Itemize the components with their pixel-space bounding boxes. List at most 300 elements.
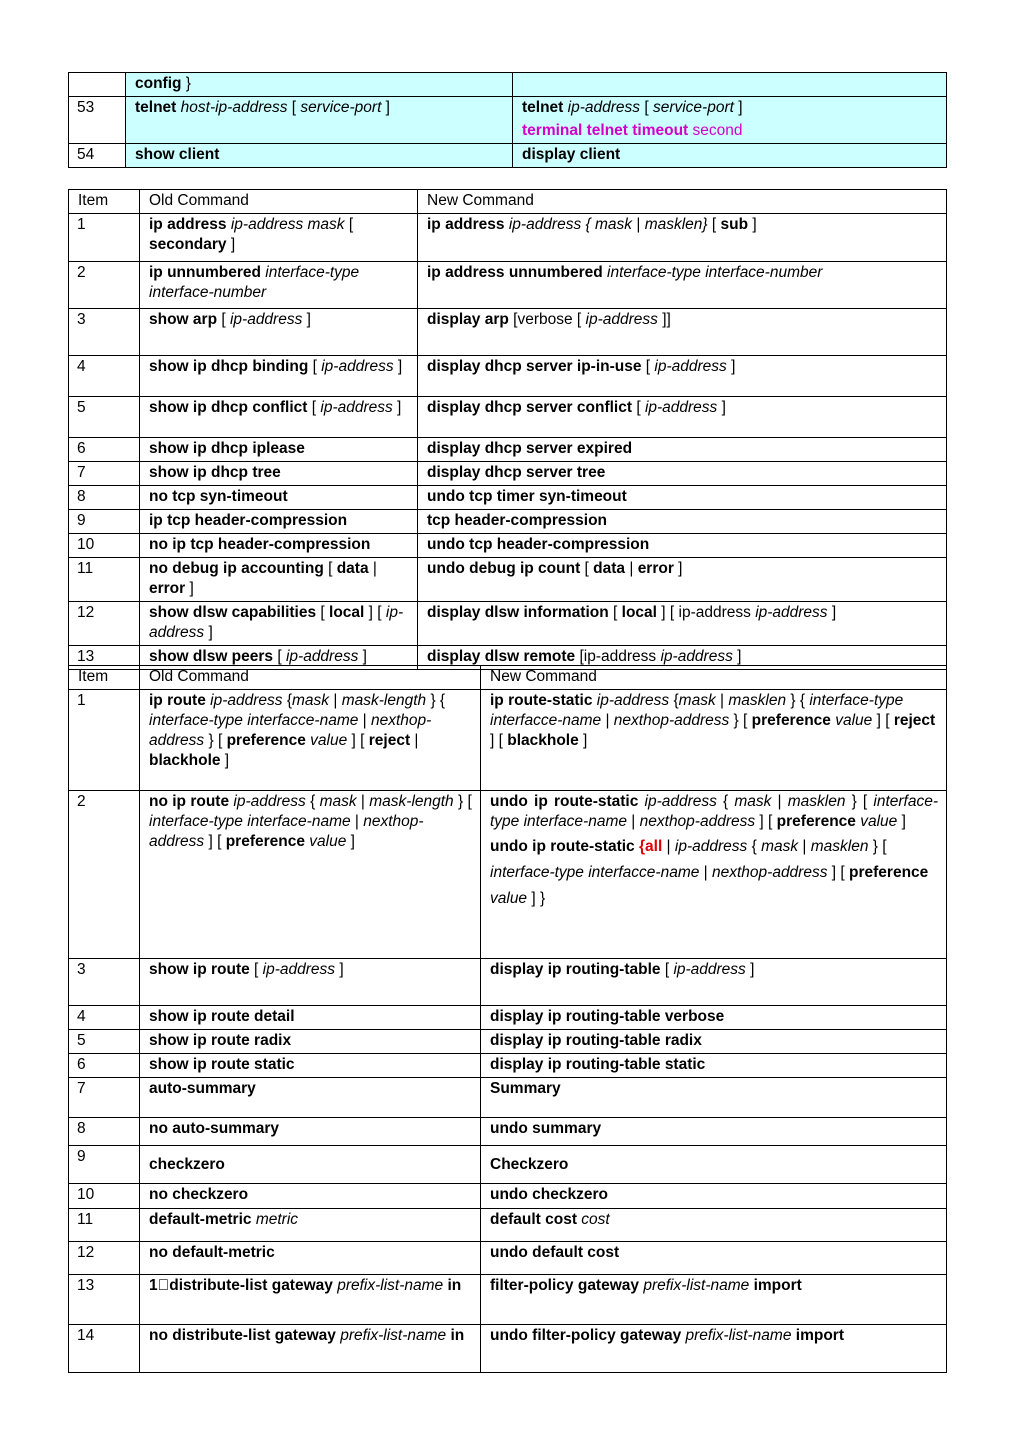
command-token: show client bbox=[135, 146, 220, 163]
command-token: nexthop-address bbox=[639, 813, 756, 830]
command-token: 1 distribute-list gateway bbox=[149, 1277, 326, 1294]
command-token: preference bbox=[849, 864, 929, 881]
command-token: ip-address bbox=[585, 311, 658, 328]
command-token: undo checkzero bbox=[490, 1186, 608, 1203]
command-token: mask bbox=[761, 838, 799, 855]
old-command-cell bbox=[140, 558, 418, 602]
table-row bbox=[69, 438, 947, 462]
command-token: [ bbox=[608, 604, 622, 621]
command-token: ] [ ip-address bbox=[656, 604, 756, 621]
command-token: ] [ bbox=[347, 732, 369, 749]
command-token: error bbox=[149, 580, 186, 597]
new-command-cell bbox=[418, 397, 947, 438]
new-command-cell bbox=[418, 438, 947, 462]
command-token: } [ bbox=[845, 793, 874, 810]
command-token: Checkzero bbox=[490, 1156, 569, 1173]
old-command-cell bbox=[140, 959, 481, 1006]
item-cell: 13 bbox=[69, 646, 140, 670]
command-token: { bbox=[747, 838, 762, 855]
table-row bbox=[69, 1078, 947, 1118]
item-cell: 7 bbox=[69, 462, 140, 486]
command-token: ip-address bbox=[596, 692, 670, 709]
command-token: ip-address bbox=[210, 692, 283, 709]
command-token: [ bbox=[632, 399, 645, 416]
old-command-cell bbox=[140, 309, 418, 356]
command-token: default cost bbox=[490, 1211, 577, 1228]
table-row bbox=[69, 397, 947, 438]
command-token: [ bbox=[217, 311, 230, 328]
command-token: reject bbox=[893, 712, 936, 729]
command-token: show ip route bbox=[149, 961, 250, 978]
command-token: local bbox=[329, 604, 365, 621]
route-command-table bbox=[68, 665, 947, 1373]
table-row bbox=[69, 1184, 947, 1209]
new-command-cell bbox=[513, 73, 947, 97]
command-token: display dhcp server conflict bbox=[427, 399, 633, 416]
command-token: secondary bbox=[149, 236, 227, 253]
command-token: } bbox=[181, 75, 191, 92]
old-command-cell bbox=[140, 438, 418, 462]
command-token: prefix-list-name bbox=[643, 1277, 750, 1294]
command-token: ip-address bbox=[674, 838, 748, 855]
item-cell: 10 bbox=[69, 534, 140, 558]
command-token: ] [ bbox=[827, 864, 850, 881]
command-token: preference bbox=[226, 732, 306, 749]
command-token: ] bbox=[393, 358, 403, 375]
table-row bbox=[69, 1209, 947, 1242]
new-command-cell bbox=[418, 510, 947, 534]
command-token: ] [ bbox=[755, 813, 777, 830]
command-token: prefix-list-name bbox=[340, 1327, 447, 1344]
command-token: ip-address bbox=[755, 604, 828, 621]
command-token: second bbox=[688, 122, 743, 139]
table-row bbox=[69, 309, 947, 356]
command-token: interface-type interface-number bbox=[607, 264, 823, 281]
command-token: ] bbox=[732, 648, 742, 665]
new-command-cell bbox=[418, 309, 947, 356]
command-token: ip tcp header-compression bbox=[149, 512, 348, 529]
command-token: [ bbox=[344, 216, 354, 233]
old-command-cell bbox=[140, 1006, 481, 1030]
command-token: display ip routing-table radix bbox=[490, 1032, 702, 1049]
command-token: ip-address bbox=[233, 793, 306, 810]
command-token: | bbox=[715, 692, 729, 709]
command-token: value bbox=[490, 890, 528, 907]
old-command-cell bbox=[140, 1146, 481, 1184]
item-cell: 14 bbox=[69, 1325, 140, 1373]
command-token: { bbox=[716, 793, 735, 810]
command-token: prefix-list-name bbox=[685, 1327, 792, 1344]
table-row bbox=[69, 959, 947, 1006]
item-cell: 54 bbox=[69, 144, 126, 168]
command-token: | bbox=[410, 732, 419, 749]
t2-body bbox=[69, 214, 947, 670]
table-row bbox=[69, 214, 947, 262]
command-token: ip-address bbox=[654, 358, 727, 375]
command-token: nexthop-address bbox=[149, 712, 432, 749]
command-token: ip-address bbox=[285, 648, 359, 665]
command-token: undo default cost bbox=[490, 1244, 620, 1261]
command-token: undo tcp timer syn-timeout bbox=[427, 488, 627, 505]
command-token: ip-address mask bbox=[230, 216, 345, 233]
command-token: } { bbox=[426, 692, 446, 709]
command-token: { bbox=[305, 793, 320, 810]
command-token: blackhole bbox=[507, 732, 579, 749]
item-cell: 2 bbox=[69, 791, 140, 959]
command-token: show ip dhcp binding bbox=[149, 358, 309, 375]
command-token: ] bbox=[185, 580, 194, 597]
command-token: masklen} bbox=[644, 216, 708, 233]
table-row bbox=[69, 356, 947, 397]
old-command-cell bbox=[140, 690, 481, 791]
command-token: show ip dhcp conflict bbox=[149, 399, 308, 416]
command-token: no debug ip accounting bbox=[149, 560, 324, 577]
table-row bbox=[69, 1030, 947, 1054]
table-row bbox=[69, 144, 947, 168]
table-row bbox=[69, 73, 947, 97]
command-token: mask-length bbox=[369, 793, 454, 810]
new-command-cell bbox=[481, 690, 947, 791]
old-command-cell bbox=[126, 144, 513, 168]
new-command-cell bbox=[418, 214, 947, 262]
command-token: { bbox=[282, 692, 293, 709]
command-token: | bbox=[601, 712, 614, 729]
new-command-cell bbox=[481, 1242, 947, 1275]
item-cell: 11 bbox=[69, 1209, 140, 1242]
table-row bbox=[69, 791, 947, 959]
table-row bbox=[69, 462, 947, 486]
command-token: [ bbox=[660, 961, 674, 978]
new-command-cell bbox=[481, 1006, 947, 1030]
header-item: Item bbox=[69, 666, 140, 690]
command-token: ] bbox=[346, 833, 355, 850]
command-token: no distribute-list gateway bbox=[149, 1327, 336, 1344]
command-token: ip-address bbox=[229, 311, 303, 328]
command-token: [verbose [ bbox=[508, 311, 586, 328]
command-token: no tcp syn-timeout bbox=[149, 488, 288, 505]
command-token: value bbox=[860, 813, 898, 830]
command-token: } [ bbox=[868, 838, 887, 855]
old-command-cell bbox=[140, 1184, 481, 1209]
command-token: show dlsw peers bbox=[149, 648, 274, 665]
table-row bbox=[69, 602, 947, 646]
command-token: | bbox=[662, 838, 675, 855]
new-command-cell bbox=[481, 1054, 947, 1078]
command-token: auto-summary bbox=[149, 1080, 256, 1097]
item-cell bbox=[69, 73, 126, 97]
header-old-command: Old Command bbox=[140, 666, 481, 690]
command-token: [ bbox=[707, 216, 721, 233]
command-token: mask bbox=[678, 692, 716, 709]
command-token: | bbox=[329, 692, 342, 709]
header-new-command: New Command bbox=[481, 666, 947, 690]
table-row bbox=[69, 558, 947, 602]
old-command-cell bbox=[140, 214, 418, 262]
new-command-cell bbox=[513, 144, 947, 168]
old-command-cell bbox=[140, 486, 418, 510]
command-token: display dlsw information bbox=[427, 604, 609, 621]
table-row bbox=[69, 690, 947, 791]
item-cell: 12 bbox=[69, 602, 140, 646]
old-command-cell bbox=[140, 1242, 481, 1275]
command-token: ] } bbox=[527, 890, 546, 907]
command-token: [ bbox=[641, 358, 655, 375]
t1-body bbox=[69, 73, 947, 168]
item-cell: 5 bbox=[69, 397, 140, 438]
command-token: [ bbox=[307, 399, 321, 416]
old-command-cell bbox=[126, 97, 513, 144]
command-token: } [ bbox=[204, 732, 227, 749]
command-token: ] bbox=[726, 358, 736, 375]
command-token: ip-address bbox=[567, 99, 641, 116]
command-token: service-port bbox=[652, 99, 734, 116]
old-command-cell bbox=[140, 1275, 481, 1325]
command-token: in bbox=[440, 1277, 454, 1294]
item-cell: 6 bbox=[69, 1054, 140, 1078]
table-row bbox=[69, 1006, 947, 1030]
old-command-cell bbox=[140, 1325, 481, 1373]
item-cell: 5 bbox=[69, 1030, 140, 1054]
command-token: checkzero bbox=[149, 1156, 225, 1173]
command-token: display dlsw remote bbox=[427, 648, 576, 665]
table-header-row bbox=[69, 666, 947, 690]
command-token: preference bbox=[225, 833, 305, 850]
command-token: ip-address bbox=[644, 793, 717, 810]
continued-command-table bbox=[68, 72, 947, 168]
command-token: } [ bbox=[453, 793, 472, 810]
table-row bbox=[69, 1242, 947, 1275]
item-cell: 7 bbox=[69, 1078, 140, 1118]
table-row bbox=[69, 1325, 947, 1373]
item-cell: 13 bbox=[69, 1275, 140, 1325]
command-token: local bbox=[621, 604, 657, 621]
command-token: ip-address bbox=[262, 961, 336, 978]
command-token: mask bbox=[292, 692, 330, 709]
command-token: interface-type interfacce-name bbox=[490, 864, 700, 881]
command-token: | bbox=[632, 216, 645, 233]
command-token: ] bbox=[381, 99, 390, 116]
command-token: display ip routing-table bbox=[490, 961, 661, 978]
command-token: masklen bbox=[810, 838, 869, 855]
command-token: error bbox=[637, 560, 674, 577]
command-token: blackhole bbox=[149, 752, 221, 769]
new-command-cell bbox=[481, 1325, 947, 1373]
command-token: ] bbox=[335, 961, 344, 978]
command-token: show ip dhcp tree bbox=[149, 464, 281, 481]
command-token: show ip route detail bbox=[149, 1008, 295, 1025]
command-token: ip-address bbox=[644, 399, 718, 416]
command-token: } { bbox=[786, 692, 810, 709]
command-token: ip-address bbox=[321, 358, 394, 375]
item-cell: 1 bbox=[69, 214, 140, 262]
command-token: display dhcp server ip-in-use bbox=[427, 358, 642, 375]
new-command-cell bbox=[418, 356, 947, 397]
command-token: interface-type interfacce-name bbox=[149, 712, 359, 729]
new-command-cell bbox=[481, 791, 947, 959]
table-row bbox=[69, 262, 947, 309]
old-command-cell bbox=[140, 462, 418, 486]
command-token: ]] bbox=[657, 311, 671, 328]
command-token: display dhcp server expired bbox=[427, 440, 633, 457]
command-token: interface-type interface-name bbox=[490, 793, 939, 830]
command-token: undo filter-policy gateway bbox=[490, 1327, 682, 1344]
new-command-cell bbox=[481, 959, 947, 1006]
command-token: mask bbox=[319, 793, 357, 810]
command-token: import bbox=[795, 1327, 844, 1344]
table-row bbox=[69, 1275, 947, 1325]
command-token: no default-metric bbox=[149, 1244, 275, 1261]
new-command-cell bbox=[481, 1209, 947, 1242]
command-token: ip-address bbox=[320, 399, 393, 416]
command-token: ip address bbox=[149, 216, 227, 233]
command-token: preference bbox=[751, 712, 831, 729]
item-cell: 1 bbox=[69, 690, 140, 791]
old-command-cell bbox=[140, 602, 418, 646]
command-token: | bbox=[771, 793, 788, 810]
new-command-cell bbox=[481, 1275, 947, 1325]
command-token: telnet bbox=[135, 99, 177, 116]
command-token: ip-address bbox=[673, 961, 746, 978]
old-command-cell bbox=[126, 73, 513, 97]
command-token: nexthop-address bbox=[712, 864, 828, 881]
table-row bbox=[69, 510, 947, 534]
command-token: ip-address { mask bbox=[508, 216, 633, 233]
command-token: preference bbox=[776, 813, 856, 830]
command-token: data bbox=[593, 560, 626, 577]
command-token: ip address bbox=[427, 216, 505, 233]
command-token: show arp bbox=[149, 311, 218, 328]
command-token: ] bbox=[827, 604, 837, 621]
command-token: ] bbox=[302, 311, 311, 328]
old-command-cell bbox=[140, 1030, 481, 1054]
table-row bbox=[69, 1118, 947, 1146]
command-token: display ip routing-table static bbox=[490, 1056, 706, 1073]
new-command-cell bbox=[418, 486, 947, 510]
command-token: mask-length bbox=[341, 692, 427, 709]
command-token: prefix-list-name bbox=[329, 1277, 436, 1294]
t3-body bbox=[69, 690, 947, 1373]
header-item: Item bbox=[69, 190, 140, 214]
command-token: ] [ bbox=[490, 732, 508, 749]
command-token: ] [ bbox=[204, 833, 226, 850]
new-command-cell bbox=[481, 1184, 947, 1209]
command-token: mask bbox=[734, 793, 772, 810]
old-command-cell bbox=[140, 510, 418, 534]
command-token: in bbox=[450, 1327, 465, 1344]
command-token: undo ip route-static bbox=[490, 838, 635, 855]
command-token: | bbox=[350, 813, 364, 830]
command-token: no ip route bbox=[149, 793, 230, 810]
command-token: ] bbox=[578, 732, 588, 749]
command-token: | bbox=[625, 560, 638, 577]
item-cell: 12 bbox=[69, 1242, 140, 1275]
new-command-cell bbox=[418, 558, 947, 602]
command-token: show ip dhcp iplease bbox=[149, 440, 305, 457]
new-command-line bbox=[490, 834, 938, 912]
new-command-cell bbox=[418, 262, 947, 309]
command-token: terminal telnet timeout bbox=[522, 122, 689, 139]
command-token: show ip route radix bbox=[149, 1032, 292, 1049]
new-command-line bbox=[522, 121, 938, 141]
command-token: ] bbox=[220, 752, 230, 769]
command-token: interface-type interface-name bbox=[149, 813, 351, 830]
table-row bbox=[69, 534, 947, 558]
old-command-cell bbox=[140, 262, 418, 309]
command-token: undo summary bbox=[490, 1120, 602, 1137]
command-token: | bbox=[699, 864, 712, 881]
command-token: import bbox=[753, 1277, 802, 1294]
command-token: ] bbox=[745, 961, 755, 978]
command-token: [ bbox=[316, 604, 330, 621]
command-token: service-port bbox=[300, 99, 382, 116]
command-token: ] bbox=[226, 236, 236, 253]
command-token: ip-address bbox=[660, 648, 733, 665]
command-token: ] bbox=[748, 216, 757, 233]
command-token: [ bbox=[323, 560, 337, 577]
command-token: ] [ bbox=[364, 604, 386, 621]
command-token: tcp header-compression bbox=[427, 512, 608, 529]
command-token: config bbox=[135, 75, 182, 92]
item-cell: 2 bbox=[69, 262, 140, 309]
table-row bbox=[69, 97, 947, 144]
command-token: nexthop-address bbox=[149, 813, 424, 850]
command-token: value bbox=[835, 712, 873, 729]
command-token: display arp bbox=[427, 311, 509, 328]
table-row bbox=[69, 486, 947, 510]
command-token: reject bbox=[368, 732, 411, 749]
old-command-cell bbox=[140, 1209, 481, 1242]
item-cell: 11 bbox=[69, 558, 140, 602]
command-token: | bbox=[358, 712, 371, 729]
command-token: undo tcp header-compression bbox=[427, 536, 650, 553]
command-token: value bbox=[309, 833, 347, 850]
item-cell: 3 bbox=[69, 959, 140, 1006]
new-command-cell bbox=[513, 97, 947, 144]
command-token: ip route-static bbox=[490, 692, 593, 709]
item-cell: 9 bbox=[69, 510, 140, 534]
command-token: no auto-summary bbox=[149, 1120, 280, 1137]
new-command-cell bbox=[481, 1146, 947, 1184]
old-command-cell bbox=[140, 356, 418, 397]
command-token: metric bbox=[255, 1211, 299, 1228]
command-token: default-metric bbox=[149, 1211, 252, 1228]
command-token: ] bbox=[717, 399, 726, 416]
header-old-command: Old Command bbox=[140, 190, 418, 214]
command-token: telnet bbox=[522, 99, 564, 116]
command-token: [ bbox=[287, 99, 301, 116]
command-token: ] bbox=[897, 813, 906, 830]
command-token: {all bbox=[638, 838, 663, 855]
command-token: [ bbox=[273, 648, 286, 665]
old-command-cell bbox=[140, 791, 481, 959]
item-cell: 4 bbox=[69, 1006, 140, 1030]
command-token: | bbox=[798, 838, 811, 855]
command-token: ] bbox=[358, 648, 367, 665]
command-token: nexthop-address bbox=[613, 712, 730, 729]
command-token: undo debug ip count bbox=[427, 560, 581, 577]
new-command-cell bbox=[481, 1078, 947, 1118]
command-token: ip route bbox=[149, 692, 206, 709]
command-token: ip-address bbox=[149, 604, 404, 641]
command-token: masklen bbox=[728, 692, 787, 709]
command-token: | bbox=[356, 793, 370, 810]
item-cell: 8 bbox=[69, 486, 140, 510]
command-token: ] [ bbox=[872, 712, 894, 729]
old-command-cell bbox=[140, 1118, 481, 1146]
command-token: masklen bbox=[787, 793, 846, 810]
command-token: data bbox=[336, 560, 369, 577]
command-token: { bbox=[669, 692, 679, 709]
